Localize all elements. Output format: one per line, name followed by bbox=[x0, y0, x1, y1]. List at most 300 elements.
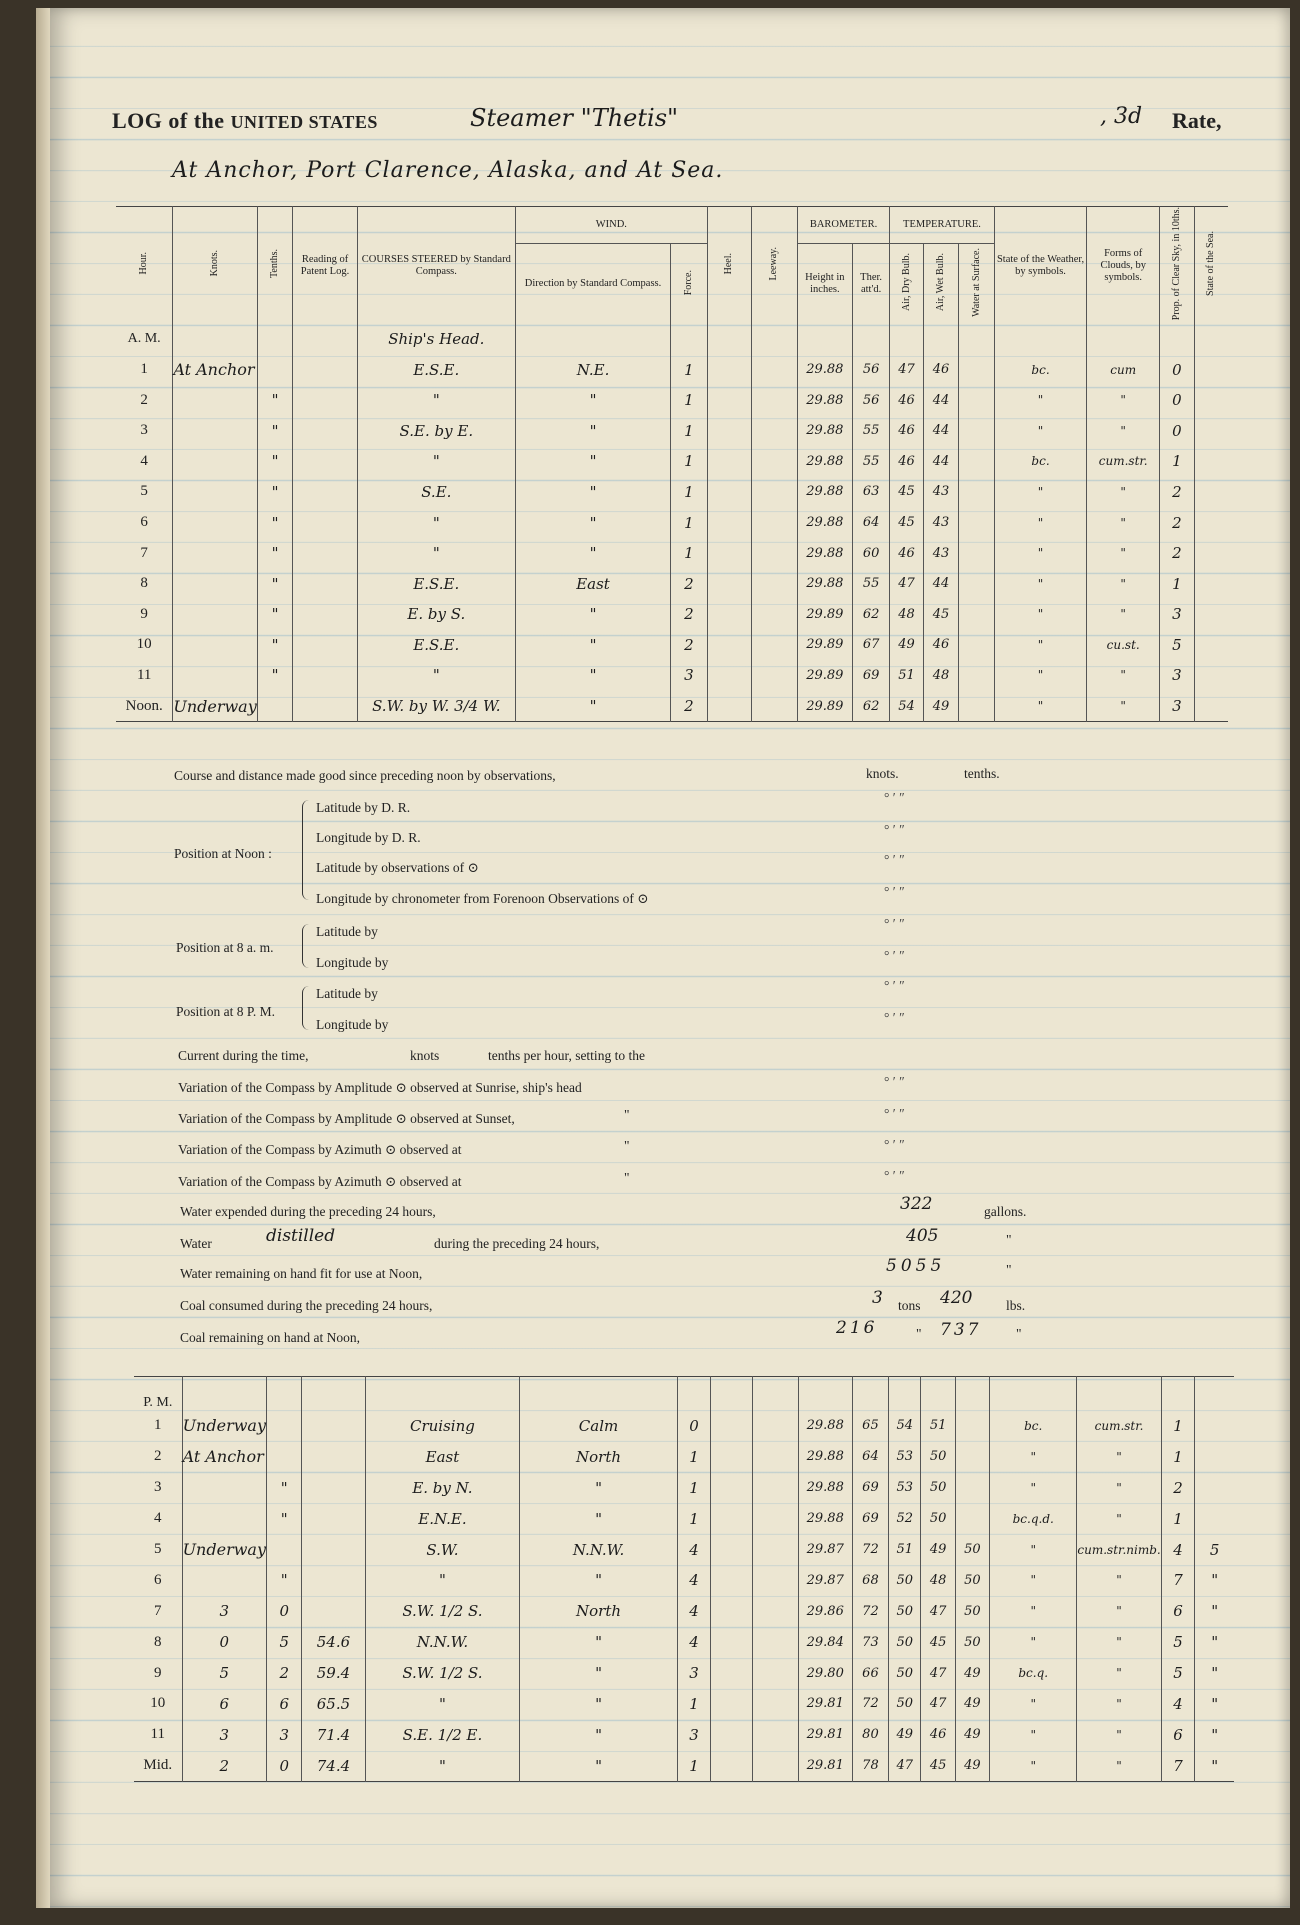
am-cell-course: S.E. by E. bbox=[357, 415, 515, 446]
am-cell-course: " bbox=[357, 507, 515, 538]
deg-marks-4: ° ′ ″ bbox=[884, 884, 905, 899]
am-cell-clear: 1 bbox=[1160, 446, 1195, 477]
am-row bbox=[116, 415, 1228, 446]
pm-cell-knots: 3 bbox=[182, 1596, 266, 1627]
am-cell-dry: 45 bbox=[890, 507, 924, 538]
am-cell-weather: " bbox=[994, 630, 1087, 661]
am-cell-weather: " bbox=[994, 660, 1087, 691]
am-cell-wet: 44 bbox=[923, 446, 959, 477]
pm-cell-clouds: " bbox=[1077, 1750, 1161, 1781]
pm-cell-clouds: " bbox=[1077, 1503, 1161, 1534]
pm-cell-heel bbox=[711, 1689, 753, 1720]
am-cell-sea bbox=[1194, 415, 1228, 446]
pm-cell-dry: 50 bbox=[889, 1689, 921, 1720]
pm-cell-wind: North bbox=[520, 1441, 677, 1472]
pm-cell-knots: Underway bbox=[182, 1534, 266, 1565]
lon-8pm-label: Longitude by bbox=[316, 1017, 389, 1032]
am-cell-tenths: " bbox=[257, 568, 293, 599]
pm-cell-course: E.N.E. bbox=[365, 1503, 520, 1534]
am-cell-weather: " bbox=[994, 477, 1087, 508]
pm-cell-ther: 64 bbox=[852, 1441, 888, 1472]
am-cell-bar: 29.88 bbox=[797, 446, 852, 477]
am-row bbox=[116, 354, 1228, 385]
am-cell-water bbox=[959, 477, 994, 508]
am-cell-force: 1 bbox=[671, 354, 708, 385]
am-cell-log bbox=[293, 415, 357, 446]
lbs-label: lbs. bbox=[1006, 1298, 1026, 1313]
am-cell-heel bbox=[707, 385, 751, 416]
am-cell-wind: " bbox=[515, 446, 670, 477]
pm-cell-ther: 66 bbox=[852, 1658, 888, 1689]
am-cell-wind: " bbox=[515, 538, 670, 569]
am-cell-wind: " bbox=[515, 415, 670, 446]
pm-cell-hour: 6 bbox=[154, 1571, 162, 1588]
deg-marks-6: ° ′ ″ bbox=[884, 948, 905, 963]
water-expended-label: Water expended during the preceding 24 hours, bbox=[180, 1204, 436, 1219]
pm-cell-water: 49 bbox=[955, 1689, 989, 1720]
am-cell-course: S.E. bbox=[357, 477, 515, 508]
pm-cell-log: 74.4 bbox=[302, 1750, 365, 1781]
am-cell-dry: 48 bbox=[890, 599, 924, 630]
tons-label: tons bbox=[898, 1298, 921, 1313]
pm-cell-leeway bbox=[753, 1472, 798, 1503]
pm-cell-heel bbox=[711, 1441, 753, 1472]
pm-cell-force: 3 bbox=[677, 1658, 711, 1689]
pm-cell-course: " bbox=[365, 1750, 520, 1781]
pm8-brace bbox=[302, 986, 309, 1030]
am-cell-tenths: " bbox=[257, 446, 293, 477]
ditto-7: " bbox=[1016, 1326, 1022, 1341]
pm-cell-knots bbox=[182, 1472, 266, 1503]
current-tenths-label: tenths per hour, setting to the bbox=[488, 1048, 645, 1063]
am-cell-water bbox=[959, 507, 994, 538]
am-cell-wet: 43 bbox=[923, 507, 959, 538]
pm-cell-bar: 29.81 bbox=[798, 1689, 852, 1720]
am-cell-hour: 7 bbox=[140, 544, 148, 561]
pm-cell-water bbox=[955, 1503, 989, 1534]
pm-cell-hour: 8 bbox=[154, 1633, 162, 1650]
pm-cell-course: Cruising bbox=[365, 1411, 520, 1442]
pm-cell-ther: 65 bbox=[852, 1411, 888, 1442]
lon-8am-label: Longitude by bbox=[316, 955, 389, 970]
am-cell-tenths: " bbox=[257, 538, 293, 569]
pm-cell-wind: " bbox=[520, 1472, 677, 1503]
pm-cell-ther: 69 bbox=[852, 1503, 888, 1534]
pm-cell-leeway bbox=[753, 1441, 798, 1472]
am-cell-wet: 44 bbox=[923, 415, 959, 446]
am-row bbox=[116, 538, 1228, 569]
pm-cell-bar: 29.81 bbox=[798, 1719, 852, 1750]
am-cell-dry: 51 bbox=[890, 660, 924, 691]
am-cell-water bbox=[959, 630, 994, 661]
am-cell-log bbox=[293, 691, 357, 722]
pm-cell-tenths: " bbox=[266, 1472, 301, 1503]
am-cell-clouds: " bbox=[1087, 538, 1160, 569]
pm-row bbox=[134, 1472, 1234, 1503]
noon-brace bbox=[302, 800, 309, 900]
hdr-wind: WIND. bbox=[515, 207, 707, 244]
pm-cell-wet: 45 bbox=[921, 1627, 955, 1658]
pm-cell-ther: 68 bbox=[852, 1565, 888, 1596]
pm-row bbox=[134, 1689, 1234, 1720]
pm-cell-tenths bbox=[266, 1441, 301, 1472]
am-cell-dry: 46 bbox=[890, 446, 924, 477]
pm-cell-sea: " bbox=[1195, 1627, 1234, 1658]
pm-cell-leeway bbox=[753, 1719, 798, 1750]
am-cell-weather: " bbox=[994, 568, 1087, 599]
pm-cell-hour: 2 bbox=[154, 1448, 162, 1465]
pm-cell-log: 59.4 bbox=[302, 1658, 365, 1689]
am-cell-wind: " bbox=[515, 385, 670, 416]
pm-row bbox=[134, 1534, 1234, 1565]
pm-cell-knots: 2 bbox=[182, 1750, 266, 1781]
am-cell-clouds: " bbox=[1087, 660, 1160, 691]
hdr-barometer: BAROMETER. bbox=[797, 207, 890, 244]
am-cell-wet: 46 bbox=[923, 354, 959, 385]
pm-cell-clouds: " bbox=[1077, 1719, 1161, 1750]
am-cell-dry: 49 bbox=[890, 630, 924, 661]
water-distilled-value: 405 bbox=[906, 1226, 939, 1246]
am-cell-ther: 63 bbox=[852, 477, 889, 508]
am-cell-ther: 55 bbox=[852, 568, 889, 599]
am-cell-log bbox=[293, 446, 357, 477]
lat-dr-label: Latitude by D. R. bbox=[316, 800, 411, 815]
am-cell-tenths: " bbox=[257, 507, 293, 538]
am-cell-clear: 2 bbox=[1160, 507, 1195, 538]
am-cell-dry: 46 bbox=[890, 538, 924, 569]
am-cell-log bbox=[293, 538, 357, 569]
am-cell-wind: N.E. bbox=[515, 354, 670, 385]
am-cell-sea bbox=[1194, 477, 1228, 508]
pm-cell-leeway bbox=[753, 1411, 798, 1442]
pm-cell-dry: 50 bbox=[889, 1565, 921, 1596]
am-cell-force: 1 bbox=[671, 446, 708, 477]
pm-cell-ther: 73 bbox=[852, 1627, 888, 1658]
am-row bbox=[116, 599, 1228, 630]
am-cell-ther: 56 bbox=[852, 385, 889, 416]
pm-cell-hour: 4 bbox=[154, 1510, 162, 1527]
hdr-temperature: TEMPERATURE. bbox=[890, 207, 994, 244]
am-cell-knots: At Anchor bbox=[173, 354, 257, 385]
pm-cell-sea: " bbox=[1195, 1565, 1234, 1596]
am-cell-ther: 64 bbox=[852, 507, 889, 538]
pm-cell-sea: " bbox=[1195, 1750, 1234, 1781]
deg-marks-10: ° ′ ″ bbox=[884, 1106, 905, 1121]
am-cell-heel bbox=[707, 507, 751, 538]
lon-chron-label: Longitude by chronometer from Forenoon Observations of ⊙ bbox=[316, 891, 649, 906]
pm-cell-course: " bbox=[365, 1689, 520, 1720]
pm-cell-force: 1 bbox=[677, 1472, 711, 1503]
pm-cell-tenths: 0 bbox=[266, 1750, 301, 1781]
am-cell-wet: 49 bbox=[923, 691, 959, 722]
am-cell-clouds: " bbox=[1087, 599, 1160, 630]
pm-cell-log: 65.5 bbox=[302, 1689, 365, 1720]
am-cell-wet: 45 bbox=[923, 599, 959, 630]
pm-cell-heel bbox=[711, 1658, 753, 1689]
pm-cell-dry: 50 bbox=[889, 1596, 921, 1627]
lon-dr-label: Longitude by D. R. bbox=[316, 830, 421, 845]
am-cell-sea bbox=[1194, 660, 1228, 691]
am-cell-course: " bbox=[357, 538, 515, 569]
am-cell-sea bbox=[1194, 385, 1228, 416]
am-cell-leeway bbox=[751, 477, 797, 508]
pm-cell-force: 1 bbox=[677, 1441, 711, 1472]
pm-cell-tenths: 2 bbox=[266, 1658, 301, 1689]
am-cell-course: S.W. by W. 3/4 W. bbox=[357, 691, 515, 722]
am-cell-weather: " bbox=[994, 415, 1087, 446]
water-during-label: during the preceding 24 hours, bbox=[434, 1236, 600, 1251]
pm-cell-course: " bbox=[365, 1565, 520, 1596]
pm-cell-weather: bc.q.d. bbox=[990, 1503, 1077, 1534]
pm-cell-sea: 5 bbox=[1195, 1534, 1234, 1565]
pm-cell-leeway bbox=[753, 1689, 798, 1720]
am-label: A. M. bbox=[127, 331, 161, 347]
deg-marks-7: ° ′ ″ bbox=[884, 978, 905, 993]
am-cell-wind: " bbox=[515, 599, 670, 630]
var-azimuth-label-1: Variation of the Compass by Azimuth ⊙ observed at bbox=[178, 1142, 462, 1157]
deg-marks-12: ° ′ ″ bbox=[884, 1168, 905, 1183]
am-cell-bar: 29.88 bbox=[797, 415, 852, 446]
pm-row bbox=[134, 1441, 1234, 1472]
am-cell-clouds: " bbox=[1087, 568, 1160, 599]
am-cell-bar: 29.88 bbox=[797, 538, 852, 569]
am-cell-clouds: cu.st. bbox=[1087, 630, 1160, 661]
position-8pm-label: Position at 8 P. M. bbox=[176, 1004, 276, 1019]
am-cell-water bbox=[959, 354, 994, 385]
coal-lbs-value: 420 bbox=[940, 1288, 973, 1308]
pm-label: P. M. bbox=[143, 1394, 173, 1410]
pm-cell-clear: 1 bbox=[1161, 1441, 1195, 1472]
am-cell-sea bbox=[1194, 538, 1228, 569]
pm-cell-tenths: " bbox=[266, 1503, 301, 1534]
am-cell-water bbox=[959, 568, 994, 599]
am-cell-weather: " bbox=[994, 691, 1087, 722]
pm-cell-bar: 29.88 bbox=[798, 1503, 852, 1534]
pm-cell-wet: 45 bbox=[921, 1750, 955, 1781]
pm-cell-clear: 5 bbox=[1161, 1658, 1195, 1689]
rate-label: Rate, bbox=[1172, 108, 1222, 133]
pm-cell-wet: 49 bbox=[921, 1534, 955, 1565]
am-row bbox=[116, 385, 1228, 416]
pm-cell-weather: " bbox=[990, 1534, 1077, 1565]
pm-cell-wind: " bbox=[520, 1565, 677, 1596]
pm-cell-clouds: " bbox=[1077, 1658, 1161, 1689]
pm-cell-clear: 4 bbox=[1161, 1689, 1195, 1720]
pm-cell-water: 50 bbox=[955, 1596, 989, 1627]
pm-cell-weather: " bbox=[990, 1689, 1077, 1720]
pm-cell-leeway bbox=[753, 1596, 798, 1627]
water-word: Water bbox=[180, 1236, 212, 1251]
pm-cell-force: 4 bbox=[677, 1534, 711, 1565]
pm-cell-knots: 0 bbox=[182, 1627, 266, 1658]
am-cell-bar: 29.88 bbox=[797, 507, 852, 538]
pm-cell-leeway bbox=[753, 1503, 798, 1534]
pm-cell-hour: Mid. bbox=[143, 1757, 173, 1774]
pm-cell-wind: " bbox=[520, 1689, 677, 1720]
pm-cell-log bbox=[302, 1472, 365, 1503]
pm-cell-dry: 52 bbox=[889, 1503, 921, 1534]
am-cell-force: 2 bbox=[671, 630, 708, 661]
am-cell-knots bbox=[173, 630, 257, 661]
pm-cell-clear: 7 bbox=[1161, 1565, 1195, 1596]
var-sunrise-label: Variation of the Compass by Amplitude ⊙ observed at Sunrise, ship's head bbox=[178, 1080, 582, 1095]
am-cell-ther: 69 bbox=[852, 660, 889, 691]
am-cell-hour: Noon. bbox=[125, 697, 163, 714]
am-cell-hour: 11 bbox=[136, 666, 152, 683]
am-cell-water bbox=[959, 415, 994, 446]
am-cell-clouds: " bbox=[1087, 415, 1160, 446]
pm-cell-water: 49 bbox=[955, 1750, 989, 1781]
am-cell-tenths: " bbox=[257, 385, 293, 416]
am-cell-bar: 29.89 bbox=[797, 599, 852, 630]
am-cell-wet: 43 bbox=[923, 477, 959, 508]
am-cell-wet: 43 bbox=[923, 538, 959, 569]
am-row bbox=[116, 507, 1228, 538]
pm-cell-clear: 2 bbox=[1161, 1472, 1195, 1503]
am-cell-clouds: cum bbox=[1087, 354, 1160, 385]
am-cell-dry: 46 bbox=[890, 415, 924, 446]
pm-cell-leeway bbox=[753, 1627, 798, 1658]
am-cell-force: 2 bbox=[671, 599, 708, 630]
am-cell-tenths: " bbox=[257, 599, 293, 630]
hdr-water-surface: Water at Surface. bbox=[970, 247, 982, 317]
pm-cell-sea bbox=[1195, 1411, 1234, 1442]
pm-cell-weather: bc.q. bbox=[990, 1658, 1077, 1689]
pm-cell-force: 0 bbox=[677, 1411, 711, 1442]
pm-cell-bar: 29.81 bbox=[798, 1750, 852, 1781]
pm-cell-ther: 69 bbox=[852, 1472, 888, 1503]
am-cell-dry: 54 bbox=[890, 691, 924, 722]
am-cell-log bbox=[293, 630, 357, 661]
pm-row bbox=[134, 1565, 1234, 1596]
pm-cell-course: S.W. bbox=[365, 1534, 520, 1565]
hdr-wind-direction: Direction by Standard Compass. bbox=[515, 244, 670, 324]
pm-cell-clouds: " bbox=[1077, 1441, 1161, 1472]
am-cell-leeway bbox=[751, 507, 797, 538]
hdr-tenths: Tenths. bbox=[269, 249, 281, 279]
pm-cell-tenths: 0 bbox=[266, 1596, 301, 1627]
am-cell-heel bbox=[707, 538, 751, 569]
am-cell-water bbox=[959, 385, 994, 416]
am-row bbox=[116, 660, 1228, 691]
pm-cell-tenths: 6 bbox=[266, 1689, 301, 1720]
am-cell-clouds: cum.str. bbox=[1087, 446, 1160, 477]
pm-cell-wind: North bbox=[520, 1596, 677, 1627]
pm-cell-hour: 1 bbox=[154, 1417, 162, 1434]
pm-cell-water: 49 bbox=[955, 1658, 989, 1689]
pm-cell-wet: 50 bbox=[921, 1441, 955, 1472]
deg-marks-9: ° ′ ″ bbox=[884, 1074, 905, 1089]
am-log-table bbox=[116, 206, 1228, 722]
am-cell-ther: 62 bbox=[852, 599, 889, 630]
pm-cell-force: 1 bbox=[677, 1503, 711, 1534]
am-cell-course: E.S.E. bbox=[357, 630, 515, 661]
hdr-hour: Hour. bbox=[138, 252, 150, 275]
am-cell-force: 1 bbox=[671, 477, 708, 508]
pm-cell-log bbox=[302, 1565, 365, 1596]
pm-cell-log bbox=[302, 1596, 365, 1627]
am-cell-log bbox=[293, 477, 357, 508]
pm-cell-log: 54.6 bbox=[302, 1627, 365, 1658]
hdr-courses: COURSES STEERED by Standard Compass. bbox=[357, 207, 515, 325]
pm-cell-wet: 47 bbox=[921, 1596, 955, 1627]
pm-cell-weather: " bbox=[990, 1441, 1077, 1472]
am-cell-knots bbox=[173, 415, 257, 446]
pm-cell-sea: " bbox=[1195, 1658, 1234, 1689]
pm-cell-bar: 29.80 bbox=[798, 1658, 852, 1689]
pm-cell-heel bbox=[711, 1719, 753, 1750]
pm-cell-dry: 53 bbox=[889, 1472, 921, 1503]
am-cell-sea bbox=[1194, 599, 1228, 630]
am-cell-heel bbox=[707, 599, 751, 630]
am-cell-log bbox=[293, 354, 357, 385]
am-cell-log bbox=[293, 385, 357, 416]
am-cell-bar: 29.89 bbox=[797, 691, 852, 722]
am-cell-leeway bbox=[751, 568, 797, 599]
pm-cell-clear: 5 bbox=[1161, 1627, 1195, 1658]
am-cell-leeway bbox=[751, 415, 797, 446]
var-sunset-label: Variation of the Compass by Amplitude ⊙ observed at Sunset, bbox=[178, 1111, 515, 1126]
ditto-5: " bbox=[1006, 1262, 1012, 1277]
pm-cell-water: 49 bbox=[955, 1719, 989, 1750]
am-cell-tenths: " bbox=[257, 660, 293, 691]
pm-cell-water bbox=[955, 1441, 989, 1472]
am-cell-dry: 46 bbox=[890, 385, 924, 416]
am-cell-course: E.S.E. bbox=[357, 354, 515, 385]
hdr-knots: Knots. bbox=[209, 250, 221, 277]
pm-cell-bar: 29.88 bbox=[798, 1441, 852, 1472]
pm-cell-weather: " bbox=[990, 1750, 1077, 1781]
pm-cell-heel bbox=[711, 1750, 753, 1781]
hdr-leeway: Leeway. bbox=[768, 246, 780, 281]
am-cell-clear: 0 bbox=[1160, 354, 1195, 385]
hdr-patent-log: Reading of Patent Log. bbox=[293, 207, 357, 325]
pm-cell-clear: 1 bbox=[1161, 1411, 1195, 1442]
am-cell-tenths: " bbox=[257, 415, 293, 446]
pm-cell-clouds: " bbox=[1077, 1596, 1161, 1627]
am-cell-heel bbox=[707, 446, 751, 477]
am-cell-wet: 44 bbox=[923, 568, 959, 599]
am-cell-ther: 56 bbox=[852, 354, 889, 385]
am-cell-wet: 44 bbox=[923, 385, 959, 416]
am-cell-knots bbox=[173, 477, 257, 508]
am-cell-leeway bbox=[751, 691, 797, 722]
pm-row bbox=[134, 1596, 1234, 1627]
pm-row bbox=[134, 1750, 1234, 1781]
pm-cell-clear: 6 bbox=[1161, 1596, 1195, 1627]
am-cell-heel bbox=[707, 630, 751, 661]
pm-cell-course: S.E. 1/2 E. bbox=[365, 1719, 520, 1750]
am-cell-tenths: " bbox=[257, 630, 293, 661]
hdr-clouds: Forms of Clouds, by symbols. bbox=[1087, 207, 1160, 325]
am-cell-heel bbox=[707, 354, 751, 385]
lat-8pm-label: Latitude by bbox=[316, 986, 378, 1001]
pm-cell-tenths bbox=[266, 1411, 301, 1442]
pm-cell-hour: 7 bbox=[154, 1602, 162, 1619]
am-cell-clear: 1 bbox=[1160, 568, 1195, 599]
pm-cell-bar: 29.88 bbox=[798, 1411, 852, 1442]
pm-cell-knots bbox=[182, 1503, 266, 1534]
pm-cell-force: 1 bbox=[677, 1750, 711, 1781]
pm-cell-clouds: " bbox=[1077, 1627, 1161, 1658]
am-cell-clouds: " bbox=[1087, 507, 1160, 538]
pm-cell-leeway bbox=[753, 1750, 798, 1781]
am-cell-course: E. by S. bbox=[357, 599, 515, 630]
ditto-1: " bbox=[624, 1107, 630, 1122]
pm-cell-clouds: " bbox=[1077, 1689, 1161, 1720]
pm-cell-log bbox=[302, 1441, 365, 1472]
am-cell-leeway bbox=[751, 538, 797, 569]
